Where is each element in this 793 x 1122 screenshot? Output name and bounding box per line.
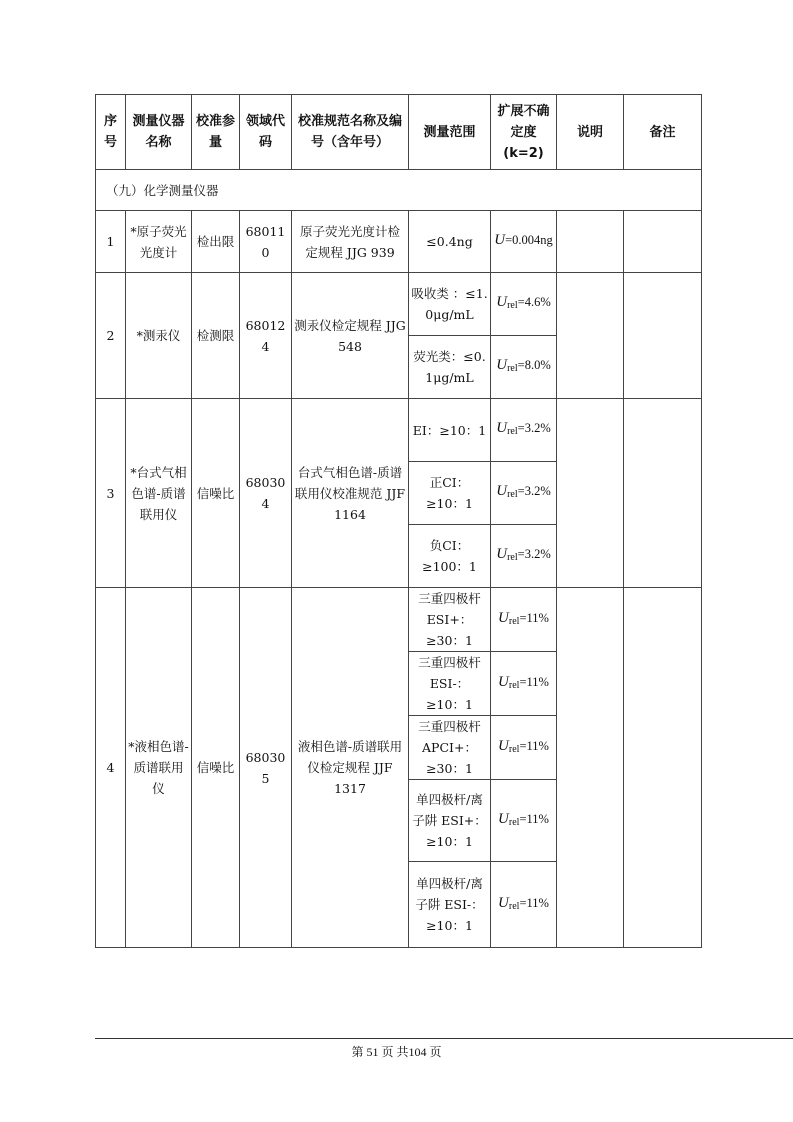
header-uncertainty: 扩展不确定度(k=2) <box>491 95 557 170</box>
row-code: 680304 <box>240 399 292 588</box>
row-range: 荧光类：≤0.1μg/mL <box>409 336 491 399</box>
footer-prefix: 第 <box>351 1045 364 1059</box>
row-uncertainty: $U_{rel}=11\%$ <box>491 652 557 716</box>
row-uncertainty: $U_{rel}=3.2\%$ <box>491 399 557 462</box>
row-explain <box>557 588 624 948</box>
table-row <box>96 399 702 462</box>
header-param: 校准参量 <box>192 95 240 170</box>
header-no: 序号 <box>96 95 126 170</box>
row-uncertainty: $U_{rel}=11\%$ <box>491 862 557 948</box>
table-row <box>96 588 702 652</box>
row-spec: 液相色谱-质谱联用仪检定规程 JJF 1317 <box>292 588 409 948</box>
row-remark <box>624 211 702 273</box>
row-code: 680305 <box>240 588 292 948</box>
row-spec: 台式气相色谱-质谱联用仪校准规范 JJF 1164 <box>292 399 409 588</box>
row-param: 信噪比 <box>192 588 240 948</box>
row-code: 680110 <box>240 211 292 273</box>
row-explain <box>557 399 624 588</box>
row-uncertainty: $U_{rel}=4.6\%$ <box>491 273 557 336</box>
row-explain <box>557 273 624 399</box>
row-param: 信噪比 <box>192 399 240 588</box>
row-uncertainty: $U_{rel}=8.0\%$ <box>491 336 557 399</box>
row-range: 单四极杆/离子阱 ESI+：≥10：1 <box>409 780 491 862</box>
row-range: 三重四极杆 APCI+：≥30：1 <box>409 716 491 780</box>
row-uncertainty: $U_{rel}=11\%$ <box>491 780 557 862</box>
header-row <box>96 95 702 170</box>
section-title: （九）化学测量仪器 <box>96 170 702 211</box>
page-number: 51 <box>366 1045 379 1059</box>
table-row <box>96 211 702 273</box>
row-range: 负CI：≥100：1 <box>409 525 491 588</box>
row-range: ≤0.4ng <box>409 211 491 273</box>
row-code: 680124 <box>240 273 292 399</box>
row-spec: 原子荧光光度计检定规程 JJG 939 <box>292 211 409 273</box>
header-remark: 备注 <box>624 95 702 170</box>
footer-mid: 页 共 <box>381 1045 409 1059</box>
row-param: 检测限 <box>192 273 240 399</box>
header-explain: 说明 <box>557 95 624 170</box>
row-remark <box>624 588 702 948</box>
table-row <box>96 273 702 336</box>
accreditation-table <box>95 94 702 948</box>
header-instrument: 测量仪器名称 <box>126 95 192 170</box>
row-no: 1 <box>96 211 126 273</box>
page-total: 104 <box>408 1045 427 1059</box>
row-range: EI：≥10：1 <box>409 399 491 462</box>
row-spec: 测汞仪检定规程 JJG 548 <box>292 273 409 399</box>
row-uncertainty: U=0.004ng <box>491 211 557 273</box>
row-instrument: *液相色谱-质谱联用仪 <box>126 588 192 948</box>
row-range: 单四极杆/离子阱 ESI-：≥10：1 <box>409 862 491 948</box>
row-instrument: *台式气相色谱-质谱联用仪 <box>126 399 192 588</box>
row-instrument: *测汞仪 <box>126 273 192 399</box>
page-footer <box>0 1043 793 1060</box>
row-uncertainty: $U_{rel}=3.2\%$ <box>491 462 557 525</box>
row-explain <box>557 211 624 273</box>
row-remark <box>624 273 702 399</box>
footer-rule <box>95 1038 793 1039</box>
row-uncertainty: $U_{rel}=11\%$ <box>491 716 557 780</box>
row-no: 2 <box>96 273 126 399</box>
row-uncertainty: $U_{rel}=11\%$ <box>491 588 557 652</box>
section-row <box>96 170 702 211</box>
row-range: 正CI：≥10：1 <box>409 462 491 525</box>
row-range: 三重四极杆 ESI+：≥30：1 <box>409 588 491 652</box>
header-spec: 校准规范名称及编号（含年号） <box>292 95 409 170</box>
row-uncertainty: $U_{rel}=3.2\%$ <box>491 525 557 588</box>
row-range: 吸收类 ：≤1.0μg/mL <box>409 273 491 336</box>
footer-suffix: 页 <box>429 1045 442 1059</box>
row-param: 检出限 <box>192 211 240 273</box>
row-instrument: *原子荧光光度计 <box>126 211 192 273</box>
row-no: 4 <box>96 588 126 948</box>
header-code: 领域代码 <box>240 95 292 170</box>
row-no: 3 <box>96 399 126 588</box>
row-remark <box>624 399 702 588</box>
row-range: 三重四极杆 ESI-：≥10：1 <box>409 652 491 716</box>
header-range: 测量范围 <box>409 95 491 170</box>
